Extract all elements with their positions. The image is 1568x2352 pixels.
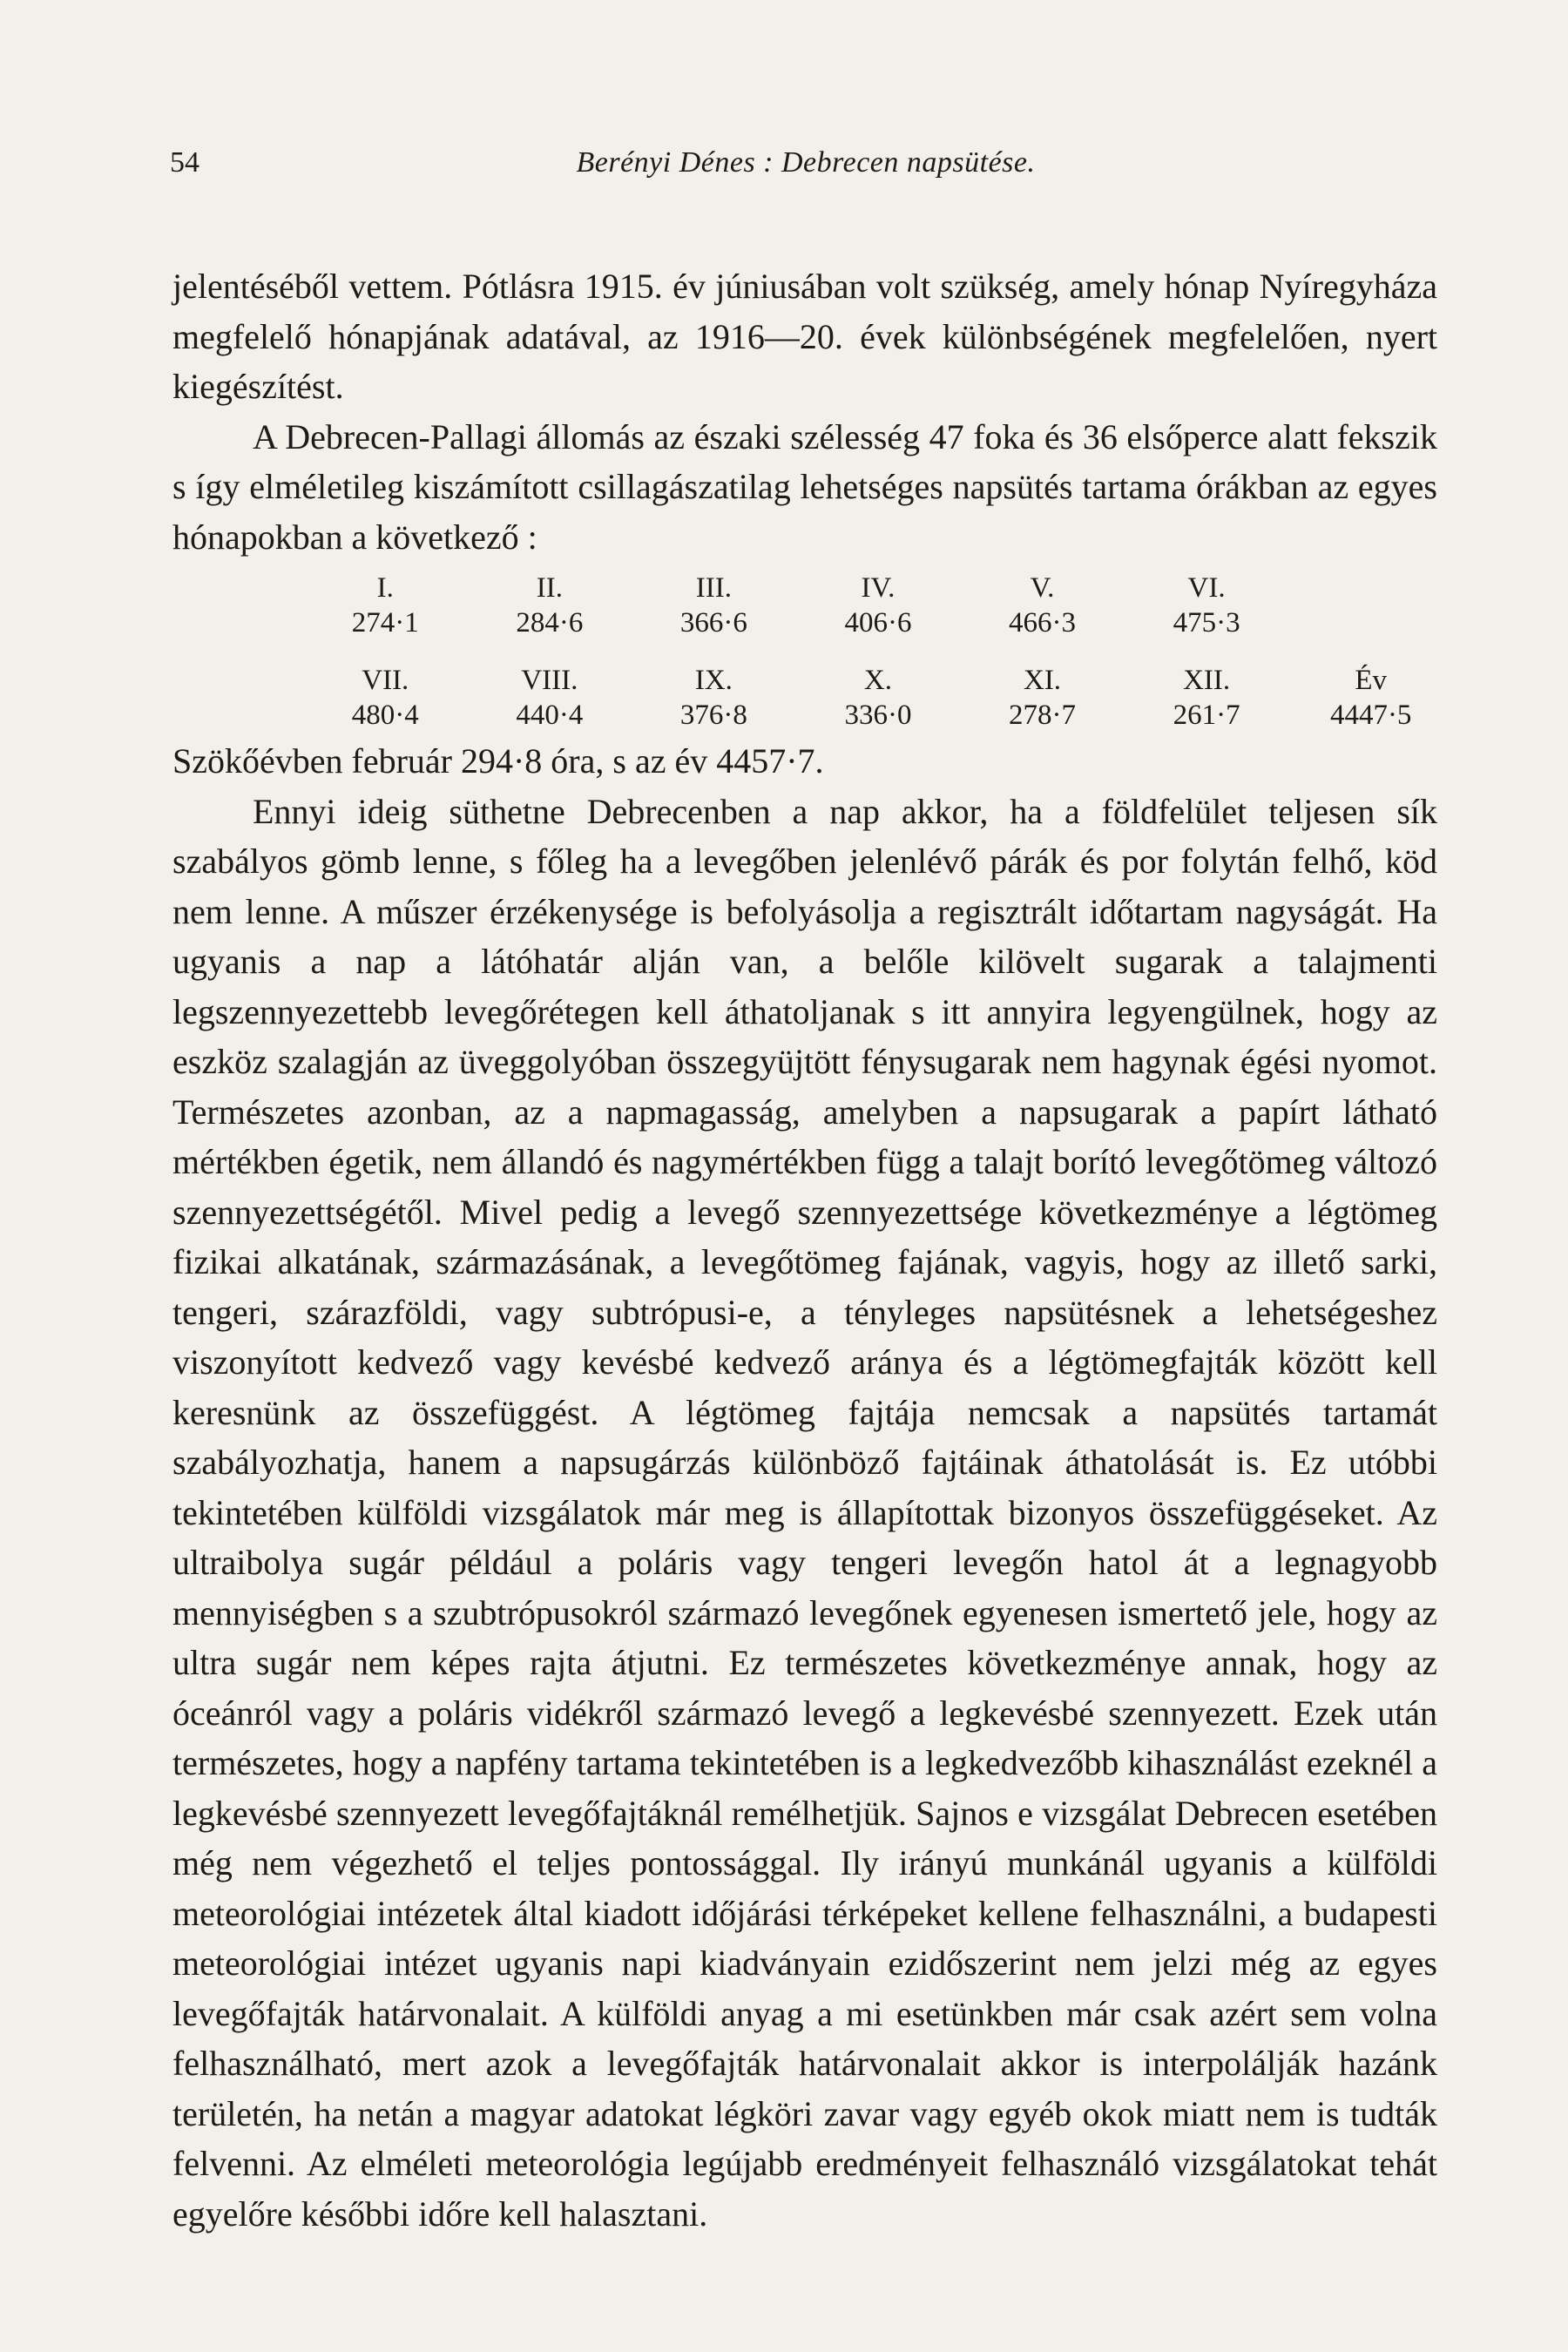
month-value: 284·6 xyxy=(516,607,584,639)
month-value: 475·3 xyxy=(1173,607,1240,639)
month-label: XII. xyxy=(1183,665,1231,696)
month-label: X. xyxy=(863,665,893,696)
month-label: VI. xyxy=(1187,572,1226,604)
month-value xyxy=(1288,605,1453,640)
month-label: V. xyxy=(1030,572,1055,604)
month-label: VIII. xyxy=(521,665,578,696)
month-label: VII. xyxy=(362,665,409,696)
running-title: Berényi Dénes : Debrecen napsütése. xyxy=(576,146,1036,179)
year-value: 4447·5 xyxy=(1329,700,1412,731)
body-text xyxy=(172,261,1437,2239)
table-row-labels-1 xyxy=(303,571,1453,605)
paragraph-4: Ennyi ideig süthetne Debrecenben a nap akkor, ha a földfelület teljesen sík szabályos gömb lenne, s főleg ha a levegőben jelenlévő párák és por folytán felhő, köd nem lenne. A műszer érzékenysége is befolyásolja a regisztrált időtartam nagyságát. Ha ugyanis a nap a látóhatár alján van, a belőle kilövelt sugarak a talajmenti legszennyezettebb levegőrétegen kell áthatoljanak s itt annyira legyengülnek, hogy az eszköz szalagján az üveggolyóban összegyüjtött fénysugarak nem hagynak égési nyomot. Természetes azonban, az a napmagasság, amelyben a napsugarak a papírt látható mértékben égetik, nem állandó és nagymértékben függ a talajt borító levegőtömeg változó szennyezettségétől. Mivel pedig a levegő szennyezettsége következménye a légtömeg fizikai alkatának, származásának, a levegőtömeg fajának, vagyis, hogy az illető sarki, tengeri, szárazföldi, vagy subtrópusi-e, a tényleges napsütésnek a lehetségeshez viszonyított kedvező vagy kevésbé kedvező aránya és a légtömegfajták között kell keresnünk az összefüggést. A légtömeg fajtája nemcsak a napsütés tartamát szabályozhatja, hanem a napsugárzás különböző fajtáinak áthatolását is. Ez utóbbi tekintetében külföldi vizsgálatok már meg is állapítottak bizonyos összefüggéseket. Az ultraibolya sugár például a poláris vagy tengeri levegőn hatol át a legnagyobb mennyiségben s a szubtrópusokról származó levegőnek egyenesen ismertető jele, hogy az ultra sugár nem képes rajta átjutni. Ez természetes következménye annak, hogy az óceánról vagy a poláris vidékről származó levegő a legkevésbé szennyezett. Ezek után természetes, hogy a napfény tartama tekintetében is a legkedvezőbb kihasználást ezeknél a legkevésbé szennyezett levegőfajtáknál remélhetjük. Sajnos e vizsgálat Debrecen esetében még nem végezhető el teljes pontossággal. Ily irányú munkánál ugyanis a külföldi meteorológiai intézetek által kiadott időjárási térképeket kellene felhasználni, a budapesti meteorológiai intézet ugyanis napi kiadványain ezidőszerint nem jelzi még az egyes levegőfajták határvonalait. A külföldi anyag a mi esetünkben már csak azért sem volna felhasználható, mert azok a levegőfajták határvonalait akkor is interpolálják hazánk területén, ha netán a magyar adatokat légköri zavar vagy egyéb okok miatt nem is tudták felvenni. Az elméleti meteorológia legújabb eredményeit felhasználó vizsgálatokat tehát egyelőre későbbi időre kell halasztani. xyxy=(172,791,1437,2234)
page-header xyxy=(170,146,1442,195)
month-value: 261·7 xyxy=(1173,700,1240,731)
month-value: 274·1 xyxy=(351,607,419,639)
year-label: Év xyxy=(1355,665,1388,696)
month-value: 480·4 xyxy=(351,700,419,731)
table-row-values-1 xyxy=(303,605,1453,640)
month-label: IV. xyxy=(861,572,896,604)
page-number: 54 xyxy=(170,146,199,179)
month-label: IX. xyxy=(694,665,733,696)
month-value: 440·4 xyxy=(516,700,584,731)
month-value: 376·8 xyxy=(679,700,747,731)
paragraph-3: Szökőévben február 294·8 óra, s az év 4457·7. xyxy=(172,741,824,781)
month-label: XI. xyxy=(1023,665,1062,696)
paragraph-1: jelentéséből vettem. Pótlásra 1915. év júniusában volt szükség, amely hónap Nyíregyháza megfelelő hónapjának adatával, az 1916—20. évek különbségének megfelelően, nyert kiegészítést. xyxy=(172,267,1437,406)
table-row-values-2 xyxy=(303,698,1453,733)
month-value: 466·3 xyxy=(1009,607,1077,639)
month-label: III. xyxy=(695,572,733,604)
month-label xyxy=(1288,571,1453,605)
month-value: 406·6 xyxy=(844,607,912,639)
month-value: 366·6 xyxy=(679,607,747,639)
month-value: 278·7 xyxy=(1009,700,1077,731)
table-spacer xyxy=(303,640,1453,663)
monthly-sunshine-table xyxy=(303,571,1453,733)
table-row-labels-2 xyxy=(303,663,1453,698)
paragraph-2: A Debrecen-Pallagi állomás az északi szélesség 47 foka és 36 elsőperce alatt fekszik s így elméletileg kiszámított csillagászatilag lehetséges napsütés tartama órákban az egyes hónapokban a következő : xyxy=(172,416,1437,557)
month-label: I. xyxy=(376,572,394,604)
month-label: II. xyxy=(536,572,563,604)
month-value: 336·0 xyxy=(844,700,912,731)
